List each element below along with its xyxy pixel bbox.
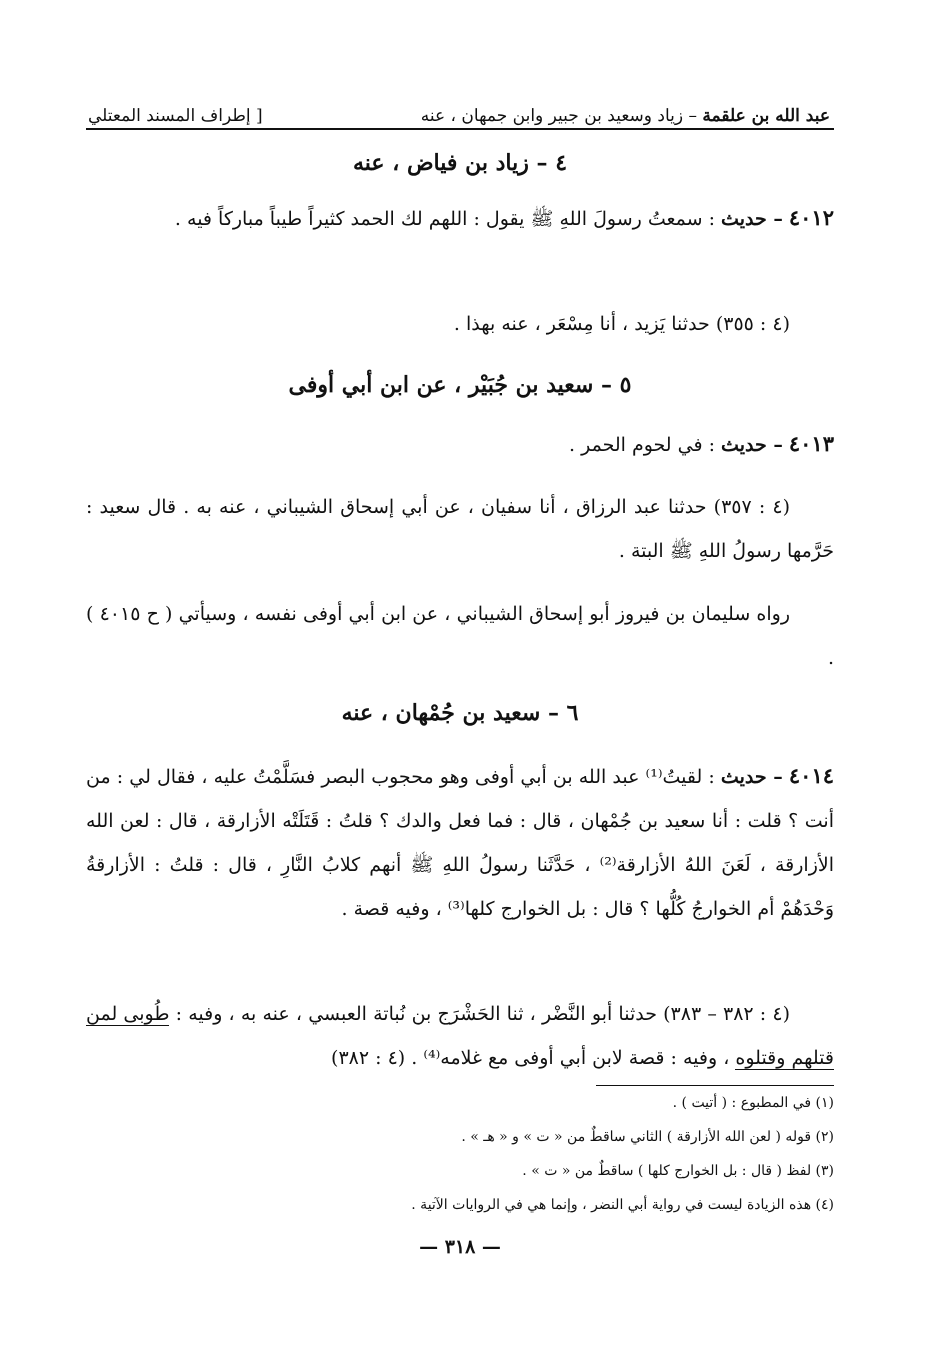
isnad-4013: (٤ : ٣٥٧) حدثنا عبد الرزاق ، أنا سفيان ، عن أبي إسحاق الشيباني ، عنه به . قال سعيد : حَرَّمها رسولُ اللهِ ﷺ البتة .: [86, 496, 834, 562]
hadith-4013: [86, 422, 834, 467]
running-head: [88, 92, 830, 126]
hadith-label: – حديث: [721, 434, 783, 456]
running-head-bold: عبد الله بن علقمة: [702, 106, 830, 126]
isnad-underlined: طُوبى لمن قتلهم وقتلوه: [86, 1003, 834, 1069]
footnote-3: (٣) لفظ ( قال : بل الخوارج كلها ) ساقطٌ من « ت » .: [522, 1163, 834, 1179]
section-heading-5: ٥ – سعيد بن جُبَيْر ، عن ابن أبي أوفى: [288, 372, 632, 398]
hadith-4014: [86, 754, 834, 931]
hadith-number: ٤٠١٤: [788, 763, 835, 788]
section-heading-6: ٦ – سعيد بن جُمْهان ، عنه: [341, 700, 579, 726]
hadith-text: : سمعتُ رسولَ اللهِ ﷺ يقول : اللهم لك الحمد كثيراً طيباً مباركاً فيه .: [174, 208, 722, 230]
footnote-4: (٤) هذه الزيادة ليست في رواية أبي النضر ، وإنما هي في الروايات الآتية .: [411, 1197, 834, 1213]
hadith-text: : لقيتُ⁽¹⁾ عبد الله بن أبي أوفى وهو محجوب البصر فسَلَّمْتُ عليه ، فقال لي : من أنت ؟ قلت : أنا سعيد بن جُمْهان ، قال : فما فعل والدك ؟ قلتُ : قَتَلَتْه الأزارقة ، قال : لعن الله الأزارقة ، لَعَنَ اللهُ الأزارقة⁽²⁾ ، حَدَّثَنا رسولُ اللهِ ﷺ أنهم كلابُ النَّارِ ، قال : قلتُ : الأزارقةُ وَحْدَهُمْ أم الخوارجُ كُلُّها ؟ قال : بل الخوارج كلها⁽³⁾ ، وفيه قصة .: [86, 766, 834, 920]
isnad-4014: [86, 992, 834, 1080]
running-head-book: [ إطراف المسند المعتلي: [88, 106, 263, 126]
hadith-text: : في لحوم الحمر .: [569, 434, 722, 456]
header-rule: [86, 128, 834, 130]
running-head-rest: – زياد وسعيد بن جبير وابن جمهان ، عنه: [420, 106, 703, 126]
hadith-label: – حديث: [721, 208, 783, 230]
hadith-number: ٤٠١٣: [788, 431, 834, 456]
footnote-rule: [596, 1085, 834, 1086]
footnote-1: (١) في المطبوع : ( أتيت ) .: [672, 1095, 834, 1111]
hadith-4012: [86, 196, 834, 241]
isnad-tail: ، وفيه : قصة لابن أبي أوفى مع غلامه⁽⁴⁾ . (٤ : ٣٨٢): [331, 1047, 736, 1069]
page-number: — ٣١٨ —: [419, 1236, 501, 1258]
hadith-number: ٤٠١٢: [788, 205, 834, 230]
isnad-4012: (٤ : ٣٥٥) حدثنا يَزيد ، أنا مِسْعَر ، عنه بهذا .: [453, 313, 790, 335]
isnad-main: (٤ : ٣٨٢ – ٣٨٣) حدثنا أبو النَّضْر ، ثنا الحَشْرَج بن نُباتة العبسي ، عنه به ، وفيه :: [169, 1003, 790, 1025]
note-4013: رواه سليمان بن فيروز أبو إسحاق الشيباني ، عن ابن أبي أوفى نفسه ، وسيأتي ( ح ٤٠١٥ ) .: [86, 603, 834, 669]
hadith-label: – حديث: [720, 766, 783, 788]
section-heading-4: ٤ – زياد بن فياض ، عنه: [352, 150, 568, 176]
footnote-2: (٢) قوله ( لعن الله الأزارقة ) الثاني ساقطٌ من « ت » و « هـ » .: [461, 1129, 834, 1145]
running-head-title: [421, 106, 830, 126]
